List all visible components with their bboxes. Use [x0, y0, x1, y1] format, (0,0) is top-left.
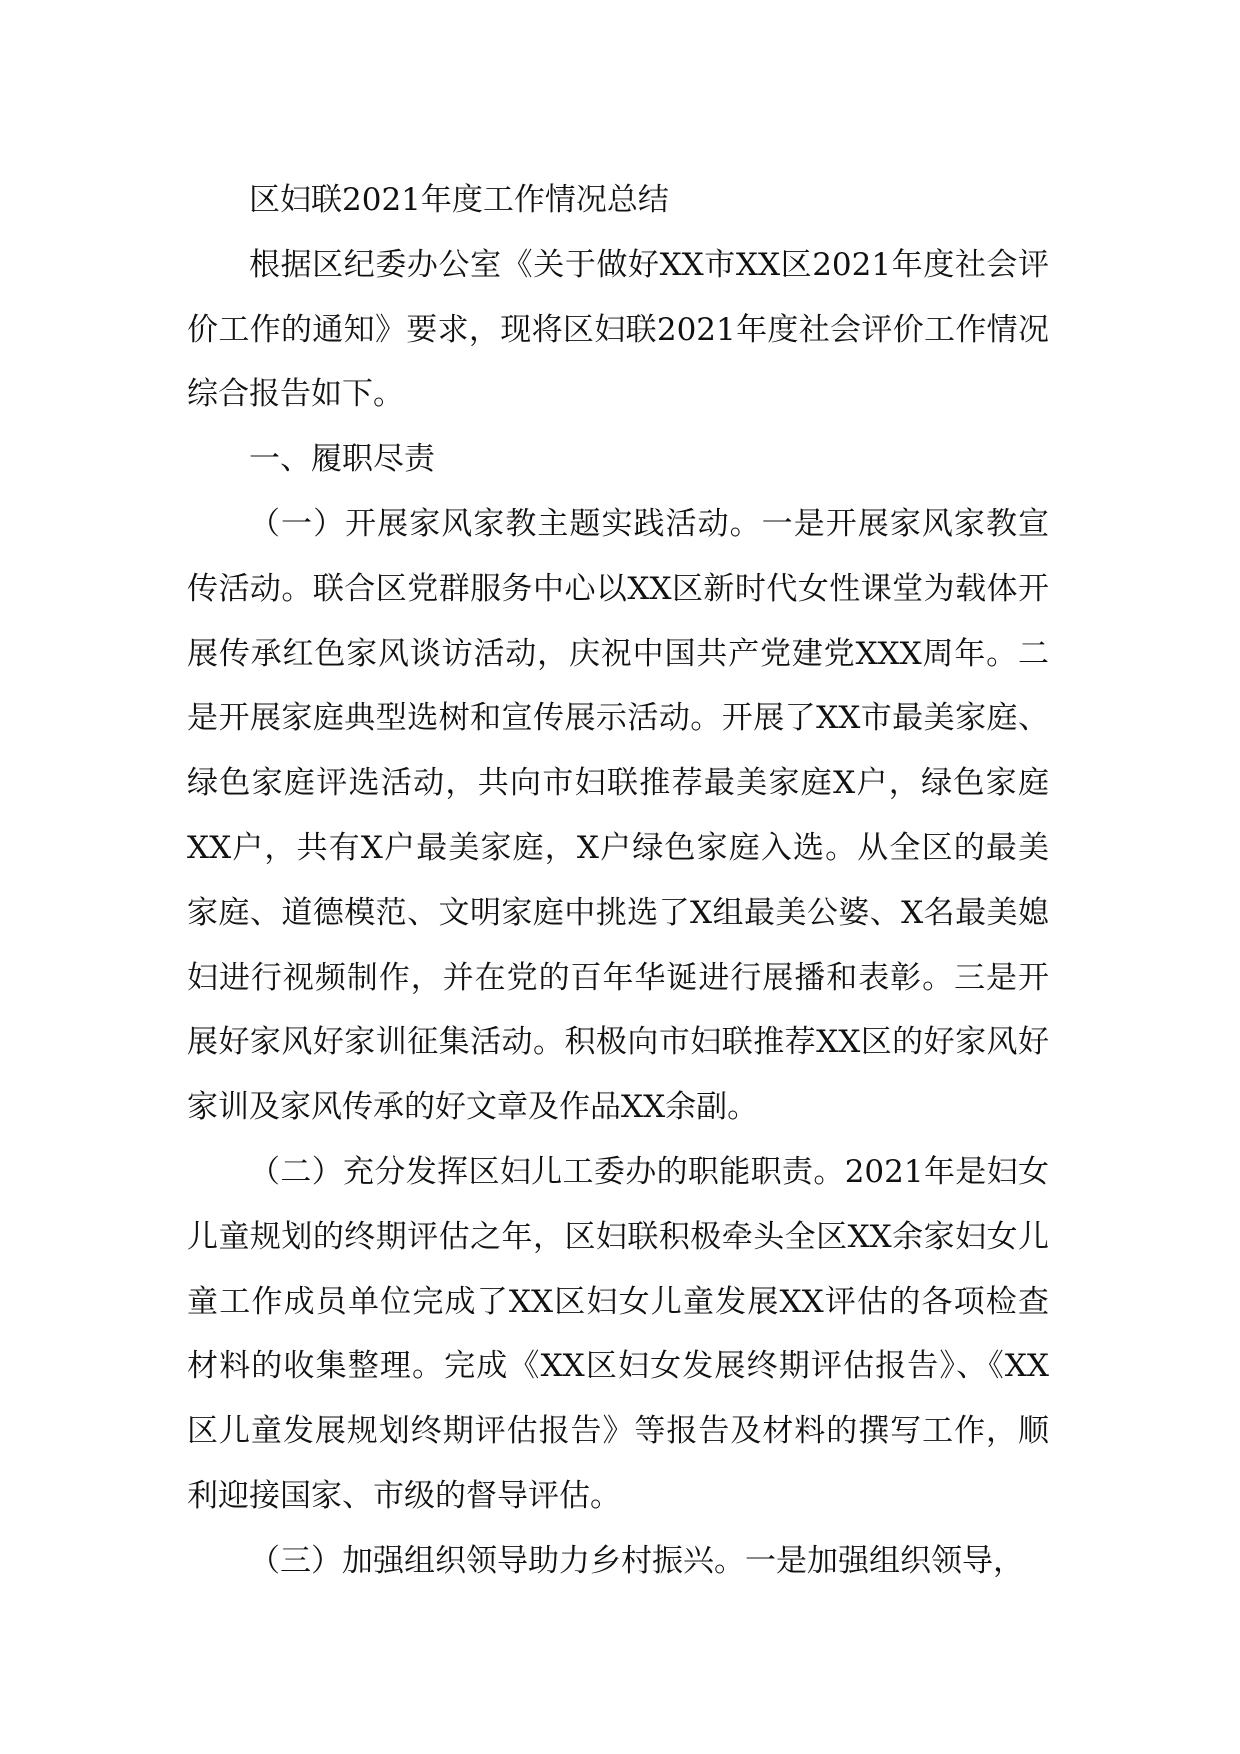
document-body [187, 168, 1049, 1594]
section-heading: 一、履职尽责 [249, 441, 435, 478]
intro-paragraph: 根据区纪委办公室《关于做好XX市XX区2021年度社会评价工作的通知》要求，现将区妇联2021年度社会评价工作情况综合报告如下。 [187, 246, 1049, 413]
body-paragraph: （三）加强组织领导助力乡村振兴。一是加强组织领导， [249, 1542, 1024, 1579]
document-title: 区妇联2021年度工作情况总结 [249, 182, 669, 218]
body-paragraph: （二）充分发挥区妇儿工委办的职能职责。2021年是妇女儿童规划的终期评估之年，区妇联积极牵头全区XX余家妇女儿童工作成员单位完成了XX区妇女儿童发展XX评估的各项检查材料的收集整理。完成《XX区妇女发展终期评估报告》、《XX区儿童发展规划终期评估报告》等报告及材料的撰写工作，顺利迎接国家、市级的督导评估。 [187, 1153, 1049, 1514]
body-paragraph: （一）开展家风家教主题实践活动。一是开展家风家教宣传活动。联合区党群服务中心以XX区新时代女性课堂为载体开展传承红色家风谈访活动，庆祝中国共产党建党XXX周年。二是开展家庭典型选树和宣传展示活动。开展了XX市最美家庭、绿色家庭评选活动，共向市妇联推荐最美家庭X户，绿色家庭XX户，共有X户最美家庭，X户绿色家庭入选。从全区的最美家庭、道德模范、文明家庭中挑选了X组最美公婆、X名最美媳妇进行视频制作，并在党的百年华诞进行展播和表彰。三是开展好家风好家训征集活动。积极向市妇联推荐XX区的好家风好家训及家风传承的好文章及作品XX余副。 [187, 505, 1049, 1126]
